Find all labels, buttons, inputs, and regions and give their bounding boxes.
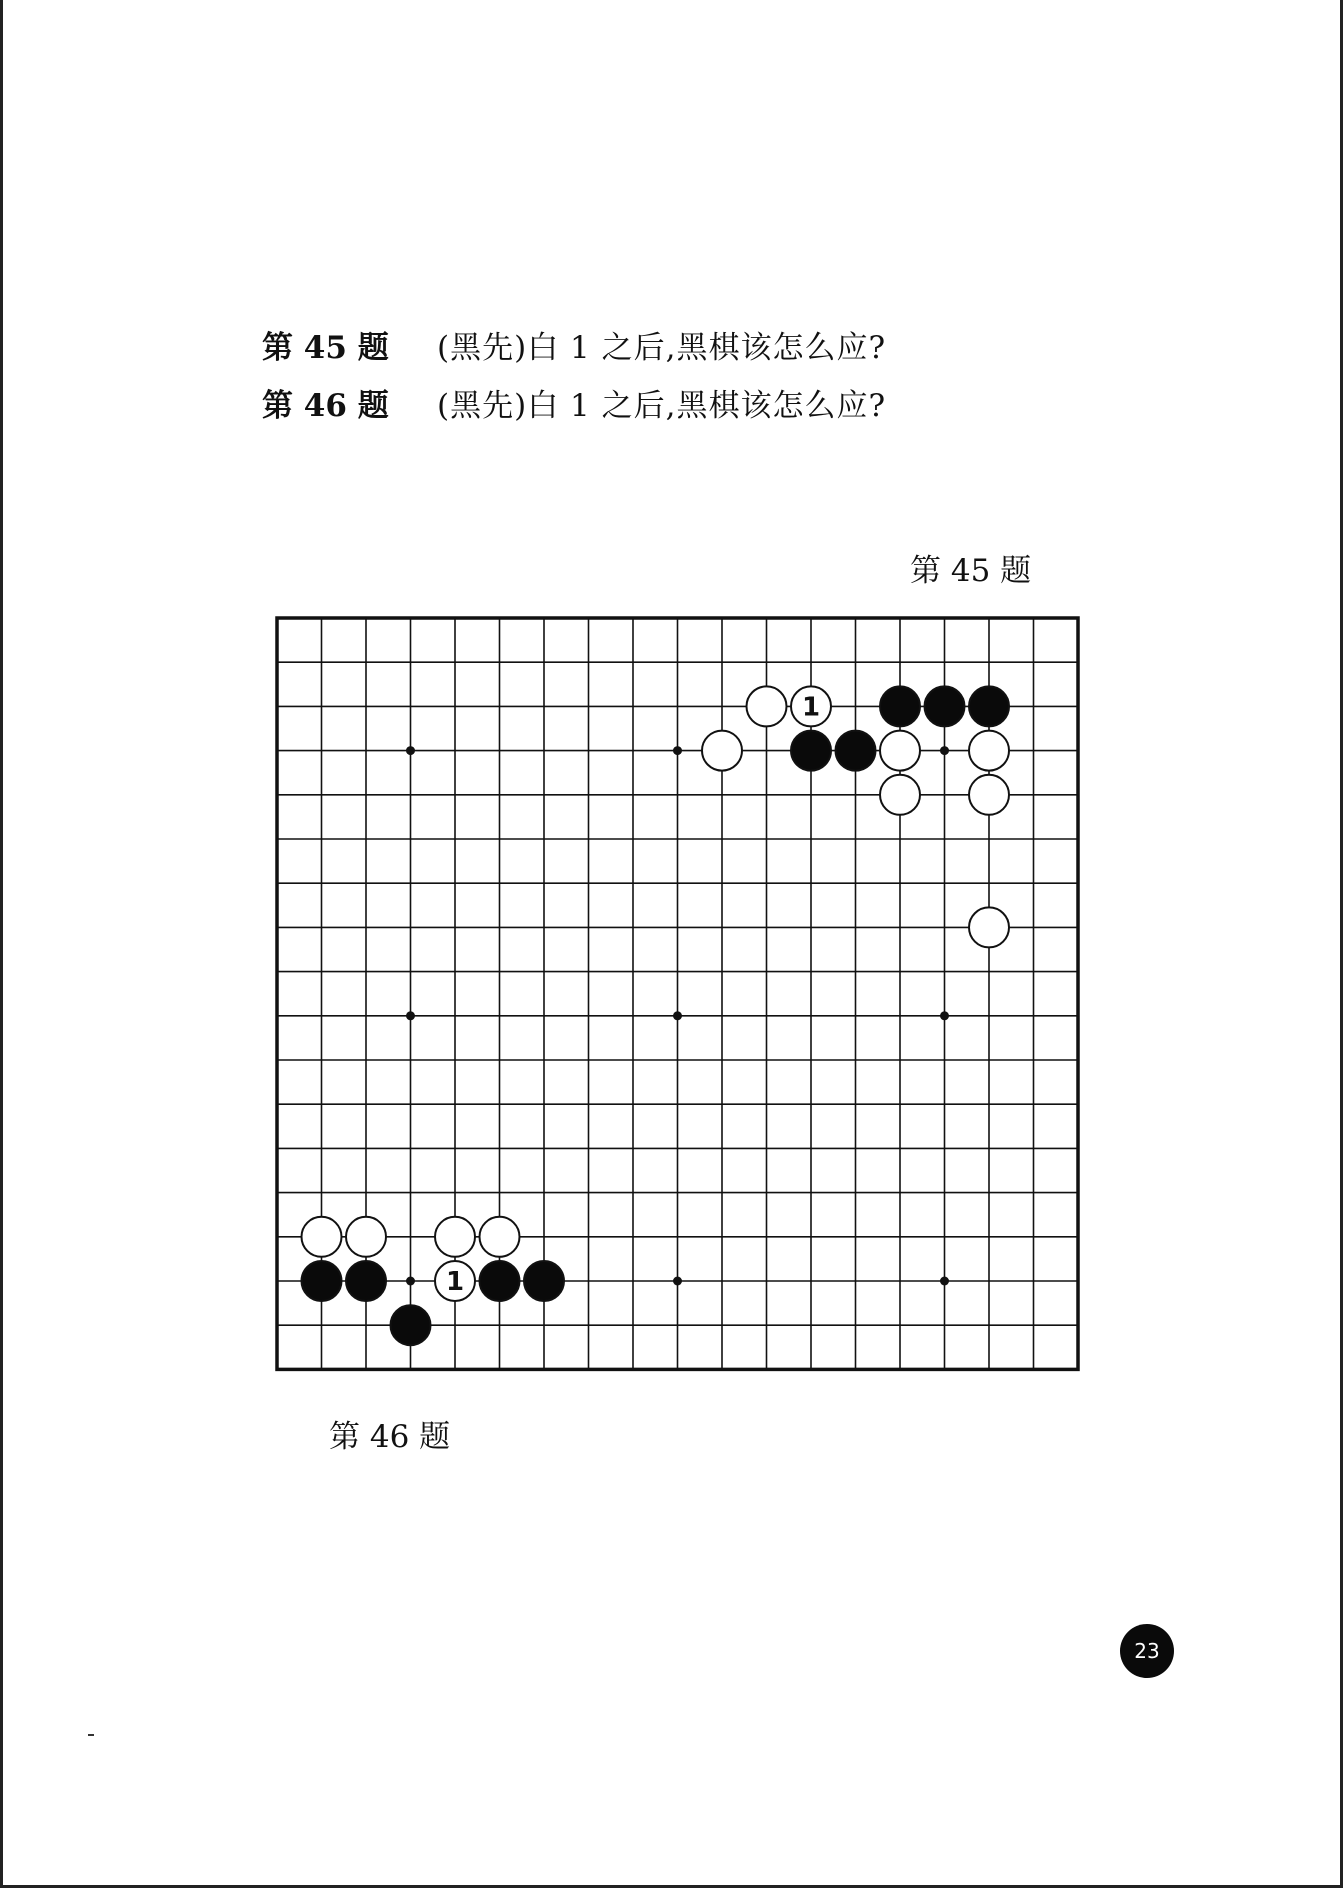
problem-45-statement — [262, 322, 886, 380]
problem-46-statement — [262, 380, 886, 438]
star-point — [673, 1011, 682, 1020]
black-stone — [302, 1261, 342, 1301]
white-stone — [702, 731, 742, 771]
white-stone-numbered — [791, 686, 831, 726]
problem-45-text: (黑先)白 1 之后,黑棋该怎么应? — [437, 330, 887, 366]
problem-46-caption: 第 46 题 — [329, 1419, 451, 1455]
go-board-diagram — [275, 616, 1085, 1376]
star-point — [673, 1277, 682, 1286]
star-point — [940, 1277, 949, 1286]
problem-46-label: 第 46 题 — [262, 388, 389, 424]
black-stone — [346, 1261, 386, 1301]
white-stone — [747, 686, 787, 726]
problem-45-label: 第 45 题 — [262, 330, 389, 366]
black-stone — [480, 1261, 520, 1301]
page-number-badge: 23 — [1120, 1624, 1174, 1678]
white-stone — [969, 907, 1009, 947]
move-number: 1 — [801, 692, 821, 723]
star-point — [406, 1277, 415, 1286]
black-stone — [880, 686, 920, 726]
white-stone — [880, 731, 920, 771]
star-point — [940, 746, 949, 755]
star-point — [940, 1011, 949, 1020]
move-number: 1 — [445, 1267, 465, 1297]
star-point — [406, 1011, 415, 1020]
black-stone — [969, 686, 1009, 726]
white-stone — [435, 1217, 475, 1257]
white-stone — [969, 775, 1009, 815]
problem-statements — [262, 322, 886, 438]
problem-46-text: (黑先)白 1 之后,黑棋该怎么应? — [437, 388, 887, 424]
white-stone — [969, 731, 1009, 771]
white-stone — [302, 1217, 342, 1257]
black-stone — [925, 686, 965, 726]
problem-45-caption: 第 45 题 — [910, 553, 1032, 589]
white-stone — [880, 775, 920, 815]
board-grid — [277, 618, 1078, 1369]
scan-speck — [88, 1734, 94, 1736]
star-point — [673, 746, 682, 755]
black-stone — [391, 1305, 431, 1345]
black-stone — [836, 731, 876, 771]
black-stone — [791, 731, 831, 771]
white-stone — [480, 1217, 520, 1257]
white-stone-numbered — [435, 1261, 475, 1301]
star-point — [406, 746, 415, 755]
white-stone — [346, 1217, 386, 1257]
black-stone — [524, 1261, 564, 1301]
